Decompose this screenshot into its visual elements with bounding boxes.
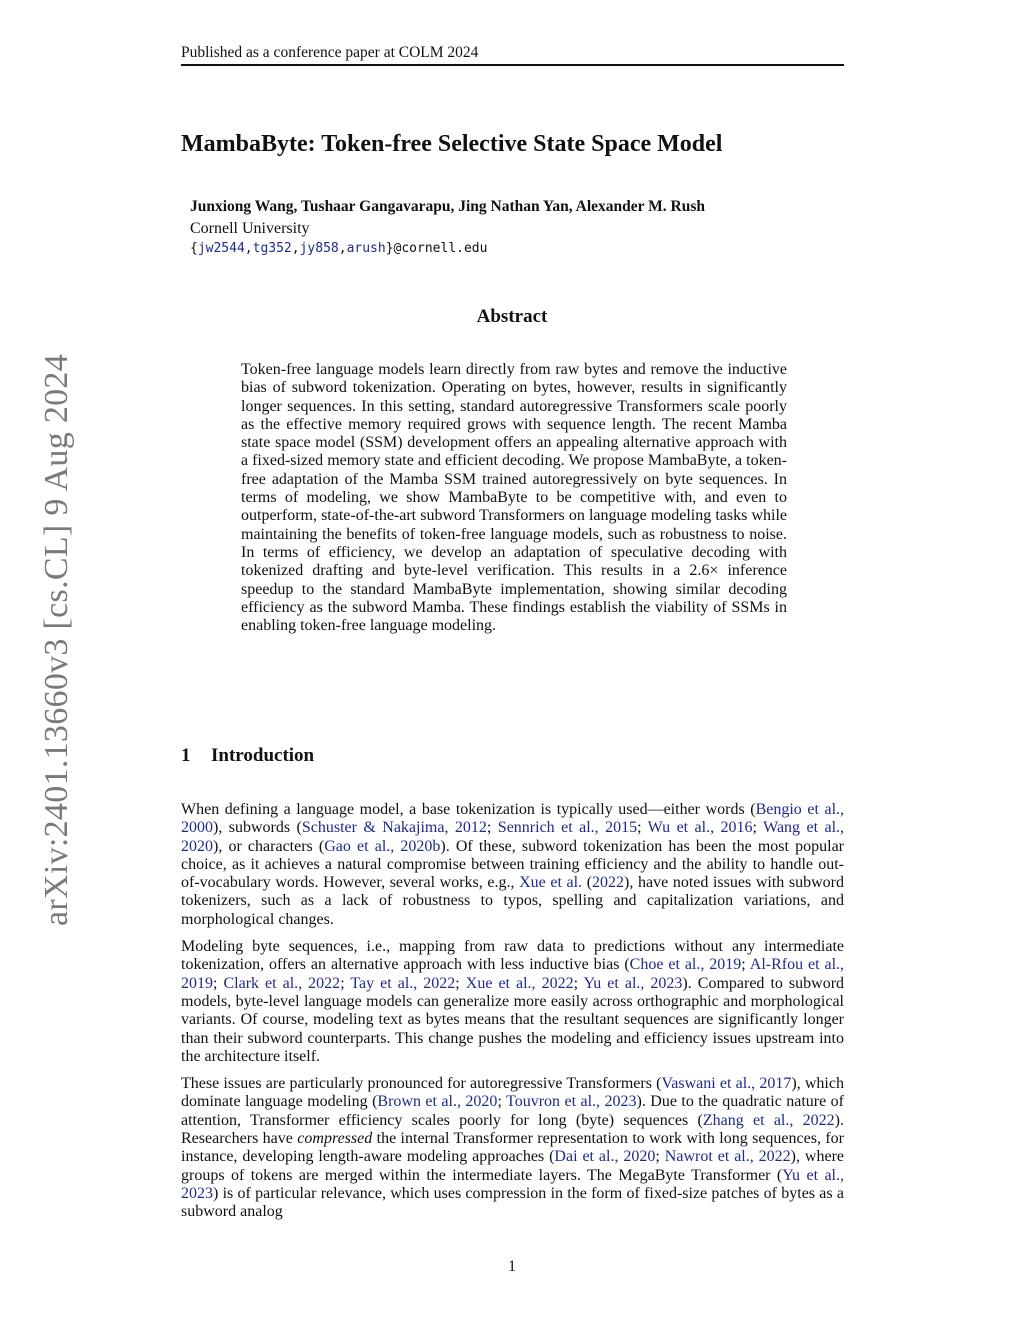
email-link-tg352[interactable]: tg352 [252, 241, 292, 256]
citation-link[interactable]: Tay et al., 2022 [350, 974, 456, 992]
citation-link[interactable]: Yu et al., 2023 [583, 974, 683, 992]
abstract-heading: Abstract [476, 306, 548, 327]
section-heading [181, 745, 314, 767]
paragraph-3: These issues are particularly pronounced for autoregressive Transformers (Vaswani et al., 2017), which dominate language modeling (Brown et al., 2020; Touvron et al., 2023). Due to the quadratic nature of attention, Transformer efficiency scales poorly for long (byte) sequences (Zhang et al., 2022). Researchers have compressed the internal Transformer representation to work with long sequences, for instance, developing length-aware modeling approaches (Dai et al., 2020; Nawrot et al., 2022), where groups of tokens are merged within the intermediate layers. The MegaByte Transformer (Yu et al., 2023) is of particular relevance, which uses compression in the form of fixed-size patches of bytes as a subword analog [181, 1075, 845, 1221]
citation-link[interactable]: 2022 [592, 874, 625, 892]
paragraph-2: Modeling byte sequences, i.e., mapping from raw data to predictions without any intermediate tokenization, offers an alternative approach with less inductive bias (Choe et al., 2019; Al-Rfou et al., 2019; Clark et al., 2022; Tay et al., 2022; Xue et al., 2022; Yu et al., 2023). Compared to subword models, byte-level language models can generalize more easily across orthographic and morphological variants. Of course, modeling text as bytes means that the resultant sequences are significantly longer than their subword counterparts. This change pushes the modeling and efficiency issues upstream into the architecture itself. [181, 938, 845, 1065]
citation-link[interactable]: Wang et al., 2020 [181, 819, 845, 855]
running-header: Published as a conference paper at COLM 2024 [181, 44, 479, 61]
arxiv-identifier: arXiv:2401.13660v3 [cs.CL] 9 Aug 2024 [38, 353, 75, 927]
citation-link[interactable]: Choe et al., 2019 [629, 956, 742, 974]
citation-link[interactable]: Wu et al., 2016 [647, 819, 753, 837]
page-number: 1 [508, 1258, 516, 1275]
citation-link[interactable]: Xue et al. [519, 874, 583, 892]
emphasis: compressed [297, 1130, 373, 1148]
author-list: Junxiong Wang, Tushaar Gangavarapu, Jing Nathan Yan, Alexander M. Rush [190, 198, 705, 215]
citation-link[interactable]: Vaswani et al., 2017 [661, 1075, 792, 1093]
citation-link[interactable]: Touvron et al., 2023 [506, 1093, 637, 1111]
introduction-body [181, 801, 844, 1231]
citation-link[interactable]: Clark et al., 2022 [223, 974, 341, 992]
citation-link[interactable]: Al-Rfou et al., 2019 [181, 956, 845, 992]
paragraph-1: When defining a language model, a base tokenization is typically used—either words (Bengio et al., 2000), subwords (Schuster & Nakajima, 2012; Sennrich et al., 2015; Wu et al., 2016; Wang et al., 2020), or characters (Gao et al., 2020b). Of these, subword tokenization has been the most popular choice, as it achieves a natural compromise between training efficiency and the ability to handle out-of-vocabulary words. However, several works, e.g., Xue et al. (2022), have noted issues with subword tokenizers, such as a lack of robustness to typos, spelling and capitalization variations, and morphological changes. [181, 801, 845, 928]
citation-link[interactable]: Bengio et al., 2000 [181, 801, 845, 837]
email-link-jw2544[interactable]: jw2544 [197, 241, 245, 256]
citation-link[interactable]: Zhang et al., 2022 [702, 1111, 835, 1129]
citation-link[interactable]: Dai et al., 2020 [554, 1148, 656, 1166]
author-emails: {jw2544,tg352,jy858,arush}@cornell.edu [190, 241, 488, 256]
email-link-arush[interactable]: arush [346, 241, 386, 256]
header-rule [181, 64, 844, 66]
citation-link[interactable]: Brown et al., 2020 [377, 1093, 498, 1111]
email-link-jy858[interactable]: jy858 [299, 241, 339, 256]
abstract-text: Token-free language models learn directly from raw bytes and remove the inductive bias of subword tokenization. Operating on bytes, however, results in significantly longer sequences. In this setting, standard autoregressive Transformers scale poorly as the effective memory required grows with sequence length. The recent Mamba state space model (SSM) development offers an appealing alternative approach with a fixed-sized memory state and efficient decoding. We propose MambaByte, a token-free adaptation of the Mamba SSM trained autoregressively on byte sequences. In terms of modeling, we show MambaByte to be competitive with, and even to outperform, state-of-the-art subword Transformers on language modeling tasks while maintaining the benefits of token-free language models, such as robustness to noise. In terms of efficiency, we develop an adaptation of speculative decoding with tokenized drafting and byte-level verification. This results in a 2.6× inference speedup to the standard MambaByte implementation, showing similar decoding efficiency as the subword Mamba. These findings establish the viability of SSMs in enabling token-free language modeling. [241, 361, 787, 635]
affiliation: Cornell University [190, 220, 310, 237]
section-title: Introduction [211, 745, 315, 766]
citation-link[interactable]: Nawrot et al., 2022 [664, 1148, 791, 1166]
paper-title: MambaByte: Token-free Selective State Space Model [181, 131, 723, 157]
citation-link[interactable]: Sennrich et al., 2015 [497, 819, 638, 837]
citation-link[interactable]: Xue et al., 2022 [465, 974, 574, 992]
citation-link[interactable]: Gao et al., 2020b [324, 837, 441, 855]
citation-link[interactable]: Schuster & Nakajima, 2012 [301, 819, 487, 837]
citation-link[interactable]: Yu et al., 2023 [181, 1166, 844, 1202]
section-number: 1 [181, 745, 191, 766]
